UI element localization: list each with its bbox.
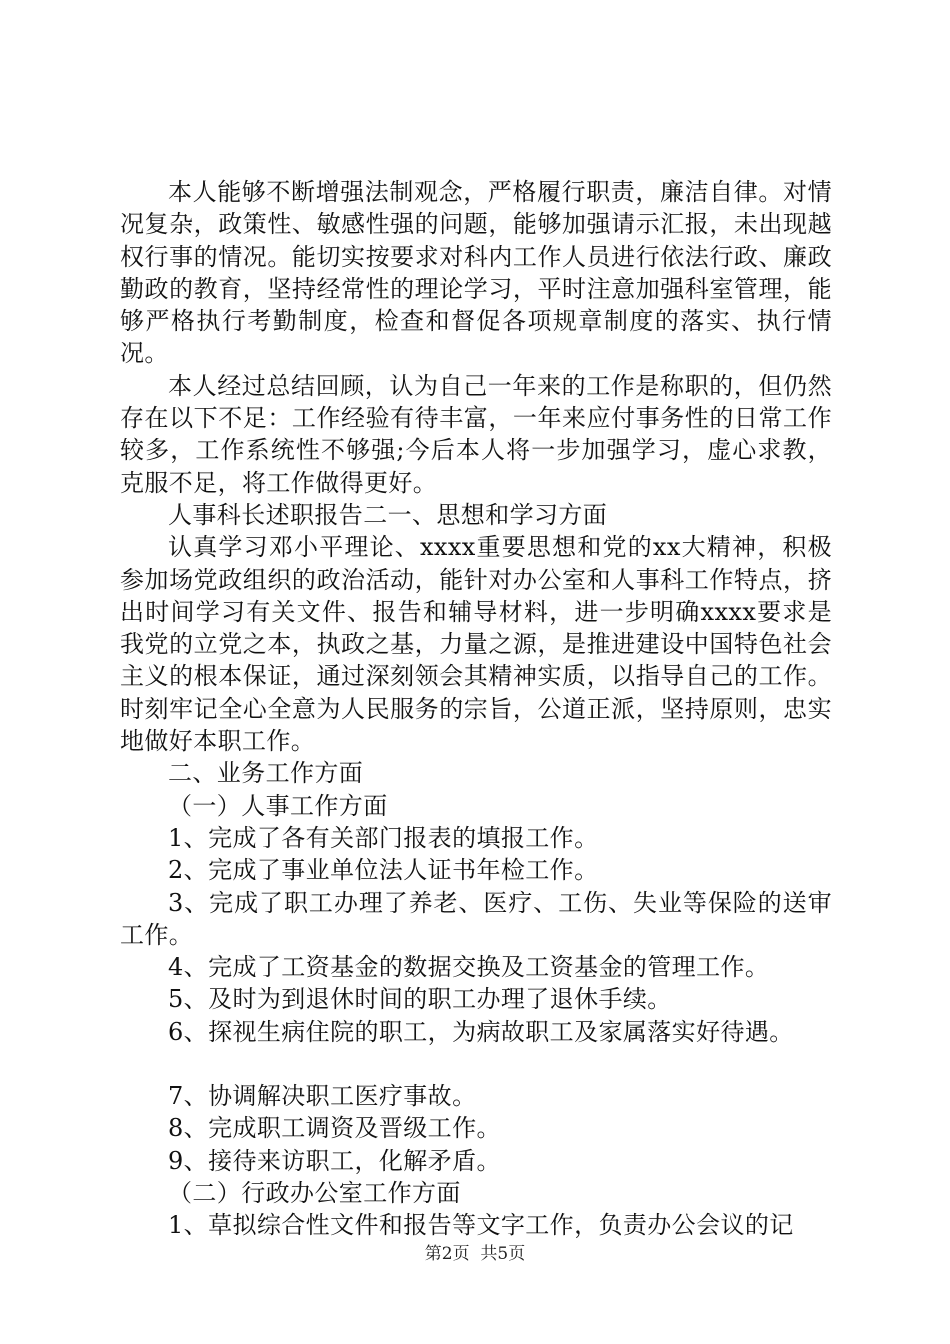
- subsection-heading-admin-office: （二）行政办公室工作方面: [168, 1178, 461, 1207]
- page-number: 第2页 共5页: [424, 1244, 526, 1264]
- page-footer: [0, 1243, 950, 1265]
- document-body: [120, 176, 832, 1242]
- list-item: 1、草拟综合性文件和报告等文字工作，负责办公会议的记: [168, 1211, 794, 1240]
- list-item: 7、协调解决职工医疗事故。: [168, 1082, 477, 1111]
- list-item: 1、完成了各有关部门报表的填报工作。: [168, 823, 599, 852]
- list-item: 5、及时为到退休时间的职工办理了退休手续。: [168, 985, 672, 1014]
- list-item: 8、完成职工调资及晋级工作。: [168, 1114, 501, 1143]
- subsection-heading-personnel: （一）人事工作方面: [168, 791, 388, 820]
- paragraph-report-two-heading: 人事科长述职报告二一、思想和学习方面: [168, 500, 608, 529]
- list-item: 6、探视生病住院的职工，为病故职工及家属落实好待遇。: [168, 1017, 794, 1046]
- paragraph-study: 认真学习邓小平理论、xxxx重要思想和党的xx大精神，积极参加场党政组织的政治活动，能针对办公室和人事科工作特点，挤出时间学习有关文件、报告和辅导材料，进一步明确xxxx要求是我党的立党之本，执政之基，力量之源，是推进建设中国特色社会主义的根本保证，通过深刻领会其精神实质，以指导自己的工作。时刻牢记全心全意为人民服务的宗旨，公道正派，坚持原则，忠实地做好本职工作。: [120, 533, 832, 756]
- list-item: 2、完成了事业单位法人证书年检工作。: [168, 856, 599, 885]
- paragraph-self-review: 本人经过总结回顾，认为自己一年来的工作是称职的，但仍然存在以下不足：工作经验有待丰富，一年来应付事务性的日常工作较多，工作系统性不够强;今后本人将一步加强学习，虚心求教，克服不足，将工作做得更好。: [120, 371, 832, 497]
- list-item: 4、完成了工资基金的数据交换及工资基金的管理工作。: [168, 953, 770, 982]
- list-item: 9、接待来访职工，化解矛盾。: [168, 1146, 501, 1175]
- section-heading-business: 二、业务工作方面: [168, 759, 364, 788]
- paragraph-integrity: 本人能够不断增强法制观念，严格履行职责，廉洁自律。对情况复杂，政策性、敏感性强的问题，能够加强请示汇报，未出现越权行事的情况。能切实按要求对科内工作人员进行依法行政、廉政勤政的教育，坚持经常性的理论学习，平时注意加强科室管理，能够严格执行考勤制度，检查和督促各项规章制度的落实、执行情况。: [120, 178, 832, 368]
- list-item: 3、完成了职工办理了养老、医疗、工伤、失业等保险的送审工作。: [120, 888, 832, 949]
